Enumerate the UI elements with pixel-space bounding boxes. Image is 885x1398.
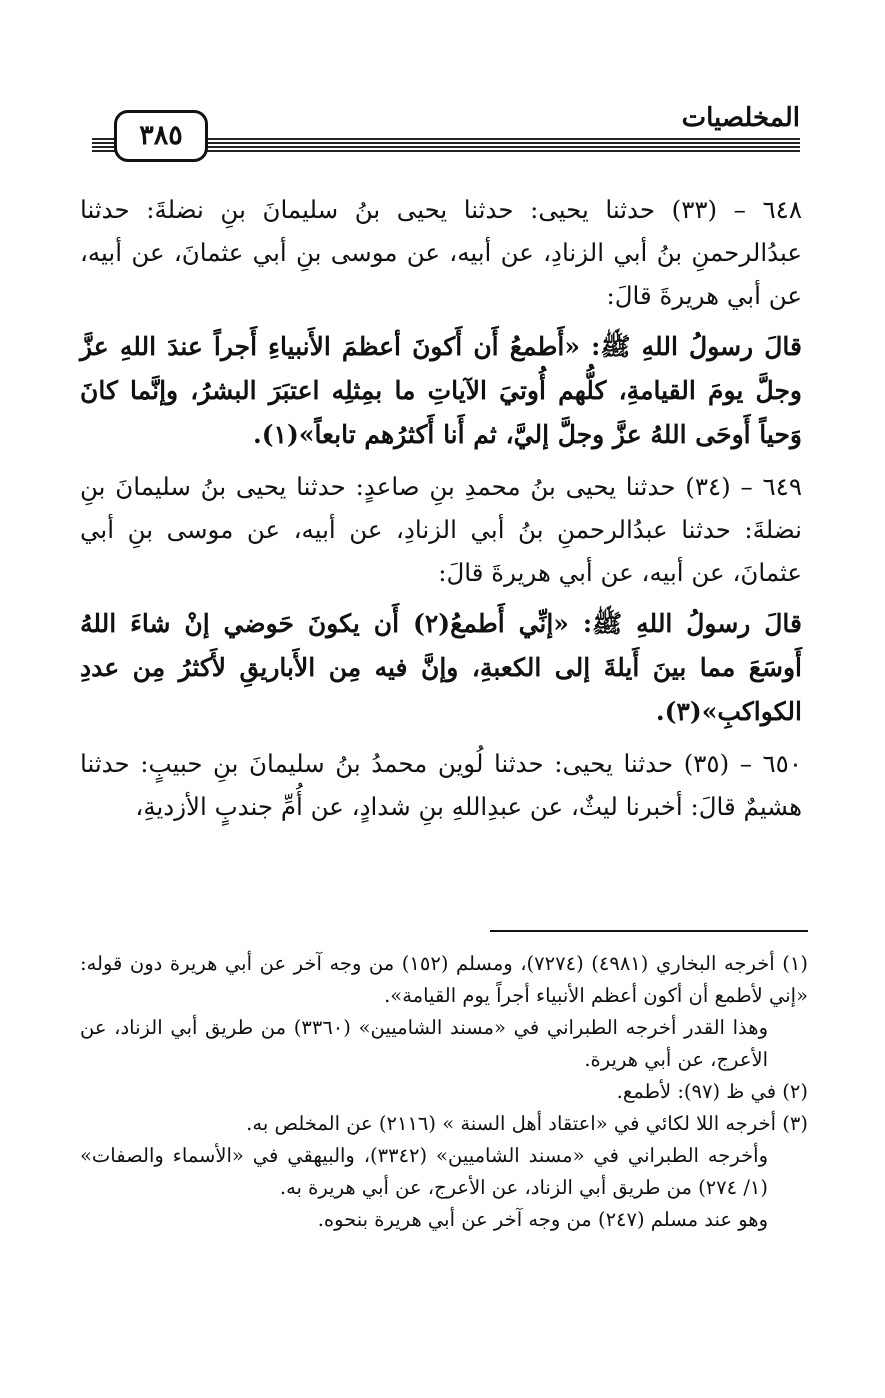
- footnote-3: (٣) أخرجه اللا لكائي في «اعتقاد أهل السنة » (٢١١٦) عن المخلص به.: [246, 1112, 808, 1135]
- footnote-1: (١) أخرجه البخاري (٤٩٨١) (٧٢٧٤)، ومسلم (١٥٢) من وجه آخر عن أبي هريرة دون قوله: «إني لأطمع أن أكون أعظم الأنبياء أجراً يوم القيامة».: [80, 952, 808, 1007]
- page-number: ٣٨٥: [114, 110, 208, 162]
- hadith-648-text: قالَ رسولُ اللهِ ﷺ: «أَطمعُ أَن أَكونَ أعظمَ الأَنبياءِ أَجراً عندَ اللهِ عزَّ وجلَّ يومَ القيامةِ، كلُّهم أُوتيَ الآياتِ ما بمِثلِه اعتبَرَ البشرُ، وإنَّما كانَ وَحياً أَوحَى اللهُ عزَّ وجلَّ إليَّ، ثم أَنا أَكثرُهم تابعاً»(١).: [80, 332, 802, 449]
- footnote-1-continued: وهذا القدر أخرجه الطبراني في «مسند الشاميين» (٣٣٦٠) من طريق أبي الزناد، عن الأعرج، عن أبي هريرة.: [80, 1016, 768, 1071]
- hadith-649-isnad: ٦٤٩ – (٣٤) حدثنا يحيى بنُ محمدِ بنِ صاعدٍ: حدثنا يحيى بنُ سليمانَ بنِ نضلةَ: حدثنا عبدُالرحمنِ بنُ أبي الزنادِ، عن أبيه، عن موسى بنِ أبي عثمانَ، عن أبيه، عن أبي هريرةَ قالَ:: [80, 472, 802, 587]
- hadith-650-isnad: ٦٥٠ – (٣٥) حدثنا يحيى: حدثنا لُوين محمدُ بنُ سليمانَ بنِ حبيبٍ: حدثنا هشيمٌ قالَ: أخبرنا ليثٌ، عن عبدِاللهِ بنِ شدادٍ، عن أُمِّ جندبٍ الأزديةِ،: [80, 749, 802, 821]
- main-text: [80, 188, 802, 836]
- page-header: [92, 96, 800, 166]
- hadith-649-text: قالَ رسولُ اللهِ ﷺ: «إنِّي أَطمعُ(٢) أَن يكونَ حَوضي إنْ شاءَ اللهُ أَوسَعَ مما بينَ أَيلةَ إلى الكعبةِ، وإنَّ فيه مِن الأَباريقِ لأَكثرُ مِن عددِ الكواكبِ»(٣).: [80, 609, 802, 726]
- footnote-3-continued: وأخرجه الطبراني في «مسند الشاميين» (٣٣٤٢)، والبيهقي في «الأسماء والصفات» (١/ ٢٧٤) من طريق أبي الزناد، عن الأعرج، عن أبي هريرة به.: [80, 1144, 768, 1199]
- footnote-separator: [490, 930, 808, 932]
- footnote-3-note: وهو عند مسلم (٢٤٧) من وجه آخر عن أبي هريرة بنحوه.: [317, 1208, 768, 1231]
- hadith-648-isnad: ٦٤٨ – (٣٣) حدثنا يحيى: حدثنا يحيى بنُ سليمانَ بنِ نضلةَ: حدثنا عبدُالرحمنِ بنُ أبي الزنادِ، عن أبيه، عن موسى بنِ أبي عثمانَ، عن أبيه، عن أبي هريرةَ قالَ:: [80, 195, 802, 310]
- book-title: المخلصيات: [668, 98, 800, 138]
- footnote-2: (٢) في ظ (٩٧): لأطمع.: [616, 1080, 808, 1103]
- footnotes: [80, 920, 808, 1236]
